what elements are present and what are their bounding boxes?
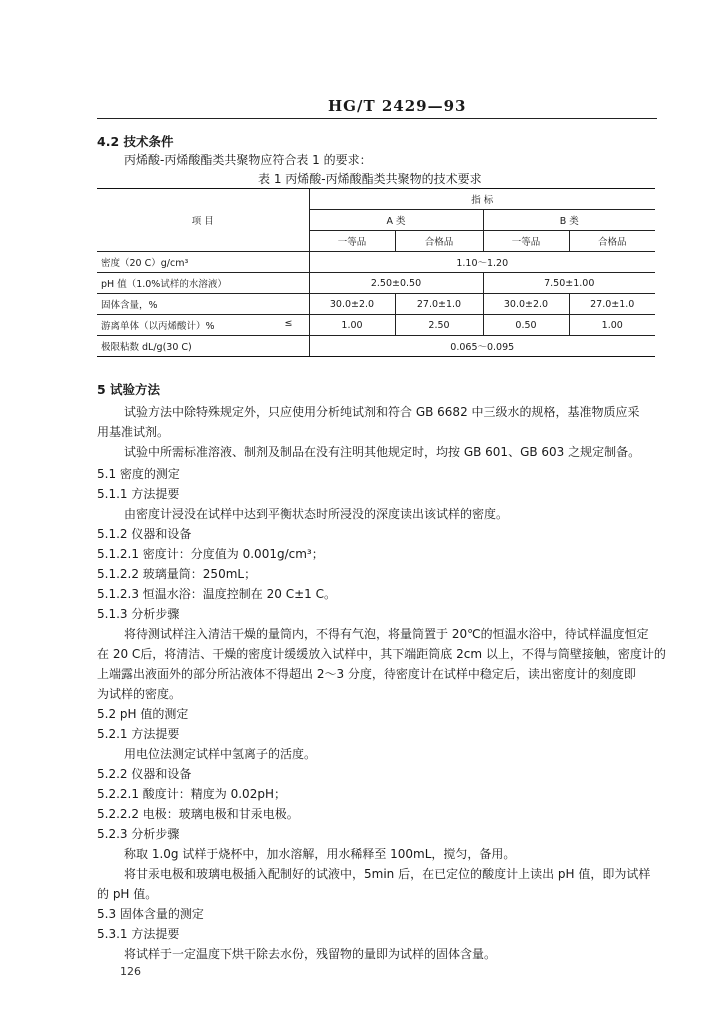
row-item: [97, 315, 309, 336]
section-5-2-2-title: 5.2.2 仪器和设备: [97, 767, 192, 781]
section-4-2-title: 4.2 技术条件: [97, 134, 174, 149]
row-value: 27.0±1.0: [395, 294, 483, 315]
list-item: 5.2.2.1 酸度计：精度为 0.02pH；: [97, 787, 286, 801]
row-value: 27.0±1.0: [569, 294, 655, 315]
section-5-1-1-title: 5.1.1 方法提要: [97, 487, 180, 501]
table-header-grade: 一等品: [483, 231, 569, 252]
row-item: pH 值（1.0%试样的水溶液）: [97, 273, 309, 294]
table-header-class-a: A 类: [309, 210, 483, 231]
section-5-2-title: 5.2 pH 值的测定: [97, 707, 189, 721]
paragraph: 由密度计浸没在试样中达到平衡状态时所浸没的深度读出该试样的密度。: [124, 507, 509, 521]
list-item: 5.2.2.2 电极：玻璃电极和甘汞电极。: [97, 807, 299, 821]
list-item: 5.1.2.3 恒温水浴：温度控制在 20 C±1 C。: [97, 587, 336, 601]
section-5-2-3-title: 5.2.3 分析步骤: [97, 827, 180, 841]
table-header-class-b: B 类: [483, 210, 655, 231]
row-value: 1.10～1.20: [309, 252, 655, 273]
section-4-2-intro: 丙烯酸-丙烯酸酯类共聚物应符合表 1 的要求：: [124, 153, 372, 167]
row-value: 30.0±2.0: [483, 294, 569, 315]
paragraph: 在 20 C后，将清洁、干燥的密度计缓缓放入试样中，其下端距筒底 2cm 以上，不得与筒壁接触，密度计的: [97, 647, 666, 661]
section-5-2-1-title: 5.2.1 方法提要: [97, 727, 180, 741]
row-item: 极限粘数 dL/g(30 C): [97, 336, 309, 357]
row-value: 1.00: [569, 315, 655, 336]
row-item-operator: ≤: [284, 318, 293, 329]
section-5-3-1-title: 5.3.1 方法提要: [97, 927, 180, 941]
row-value: 0.50: [483, 315, 569, 336]
row-value: 30.0±2.0: [309, 294, 395, 315]
page-number: 126: [120, 965, 141, 978]
paragraph: 为试样的密度。: [97, 687, 182, 701]
list-item: 5.1.2.1 密度计：分度值为 0.001g/cm³；: [97, 547, 324, 561]
standard-code-header: HG/T 2429—93: [328, 97, 467, 115]
section-5-3-title: 5.3 固体含量的测定: [97, 907, 204, 921]
row-value: 2.50±0.50: [309, 273, 483, 294]
table-header-item: 项 目: [97, 189, 309, 252]
table-row: [97, 273, 655, 294]
row-item: 固体含量，%: [97, 294, 309, 315]
table-row: [97, 336, 655, 357]
paragraph: 用电位法测定试样中氢离子的活度。: [124, 747, 317, 761]
table-row: [97, 252, 655, 273]
table-row: [97, 294, 655, 315]
paragraph: 试验中所需标准溶液、制剂及制品在没有注明其他规定时，均按 GB 601、GB 603 之规定制备。: [124, 445, 641, 459]
paragraph: 将待测试样注入清洁干燥的量筒内，不得有气泡，将量筒置于 20℃的恒温水浴中，待试样温度恒定: [124, 627, 649, 641]
section-5-1-title: 5.1 密度的测定: [97, 467, 180, 481]
table-header-grade: 一等品: [309, 231, 395, 252]
section-5-1-3-title: 5.1.3 分析步骤: [97, 607, 180, 621]
paragraph: 将试样于一定温度下烘干除去水份，残留物的量即为试样的固体含量。: [124, 947, 497, 961]
row-value: 7.50±1.00: [483, 273, 655, 294]
section-5-1-2-title: 5.1.2 仪器和设备: [97, 527, 192, 541]
table-header-grade: 合格品: [395, 231, 483, 252]
paragraph: 上端露出液面外的部分所沾液体不得超出 2～3 分度，待密度计在试样中稳定后，读出密度计的刻度即: [97, 667, 636, 681]
row-value: 1.00: [309, 315, 395, 336]
list-item: 5.1.2.2 玻璃量筒：250mL；: [97, 567, 257, 581]
row-item-label: 游离单体（以丙烯酸计）%: [101, 321, 215, 332]
table-caption: 表 1 丙烯酸-丙烯酸酯类共聚物的技术要求: [258, 172, 482, 186]
header-rule: [97, 118, 657, 119]
paragraph: 的 pH 值。: [97, 887, 158, 901]
paragraph: 用基准试剂。: [97, 425, 170, 439]
row-item: 密度（20 C）g/cm³: [97, 252, 309, 273]
row-value: 2.50: [395, 315, 483, 336]
row-value: 0.065～0.095: [309, 336, 655, 357]
table-row: [97, 315, 655, 336]
table-header-spec: 指 标: [309, 189, 655, 210]
table-header-grade: 合格品: [569, 231, 655, 252]
paragraph: 试验方法中除特殊规定外，只应使用分析纯试剂和符合 GB 6682 中三级水的规格，基准物质应采: [124, 405, 640, 419]
section-5-title: 5 试验方法: [97, 382, 161, 397]
paragraph: 称取 1.0g 试样于烧杯中，加水溶解，用水稀释至 100mL，搅匀，备用。: [124, 847, 516, 861]
paragraph: 将甘汞电极和玻璃电极插入配制好的试液中，5min 后，在已定位的酸度计上读出 pH 值，即为试样: [124, 867, 651, 881]
technical-requirements-table: [97, 188, 655, 357]
